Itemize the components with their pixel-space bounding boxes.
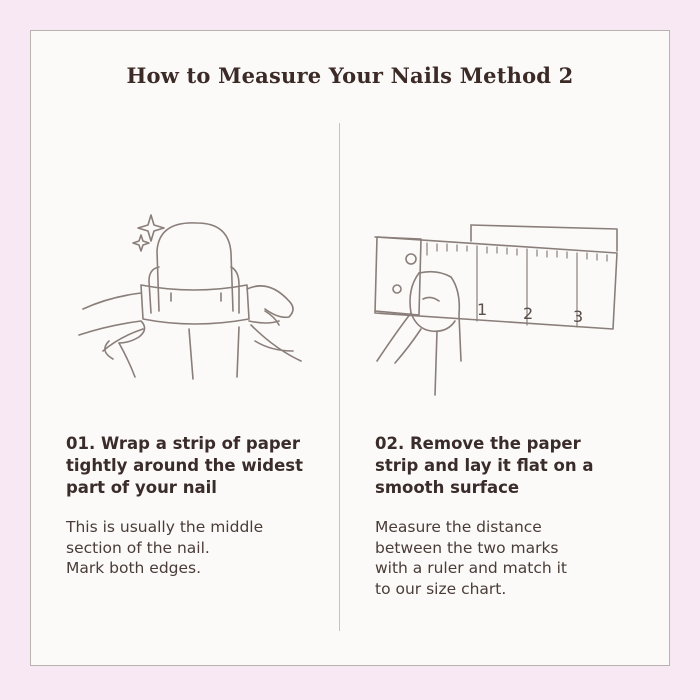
step-1-body-line: section of the nail. — [66, 538, 210, 557]
column-divider — [339, 123, 340, 631]
step-2-heading-line: strip and lay it flat on a — [375, 456, 594, 475]
step-2-heading-line: 02. Remove the paper — [375, 434, 581, 453]
ruler-label-1: 1 — [477, 300, 488, 319]
step-2-body-line: between the two marks — [375, 538, 559, 557]
hand-wrapping-paper-strip-icon — [79, 201, 319, 401]
finger-on-ruler-icon — [367, 211, 627, 401]
step-2-heading — [375, 433, 625, 499]
step-1-heading-line: tightly around the widest — [66, 456, 303, 475]
page-title: How to Measure Your Nails Method 2 — [126, 63, 574, 88]
ruler-label-3: 3 — [573, 307, 584, 326]
step-2-body-line: Measure the distance — [375, 518, 542, 536]
step-2 — [375, 433, 625, 599]
step-1-heading-line: part of your nail — [66, 478, 217, 497]
step-1-body-line: This is usually the middle — [66, 518, 264, 536]
step-1-heading-line: 01. Wrap a strip of paper — [66, 434, 300, 453]
step-2-body-line: with a ruler and match it — [375, 559, 567, 577]
step-1-description — [66, 517, 316, 579]
step-1-heading — [66, 433, 316, 499]
step-1 — [66, 433, 316, 579]
instruction-card — [30, 30, 670, 666]
ruler-label-2: 2 — [523, 304, 534, 323]
step-2-body-line: to our size chart. — [375, 579, 507, 598]
step-2-description — [375, 517, 625, 599]
step-2-heading-line: smooth surface — [375, 478, 520, 497]
step-1-body-line: Mark both edges. — [66, 559, 202, 577]
